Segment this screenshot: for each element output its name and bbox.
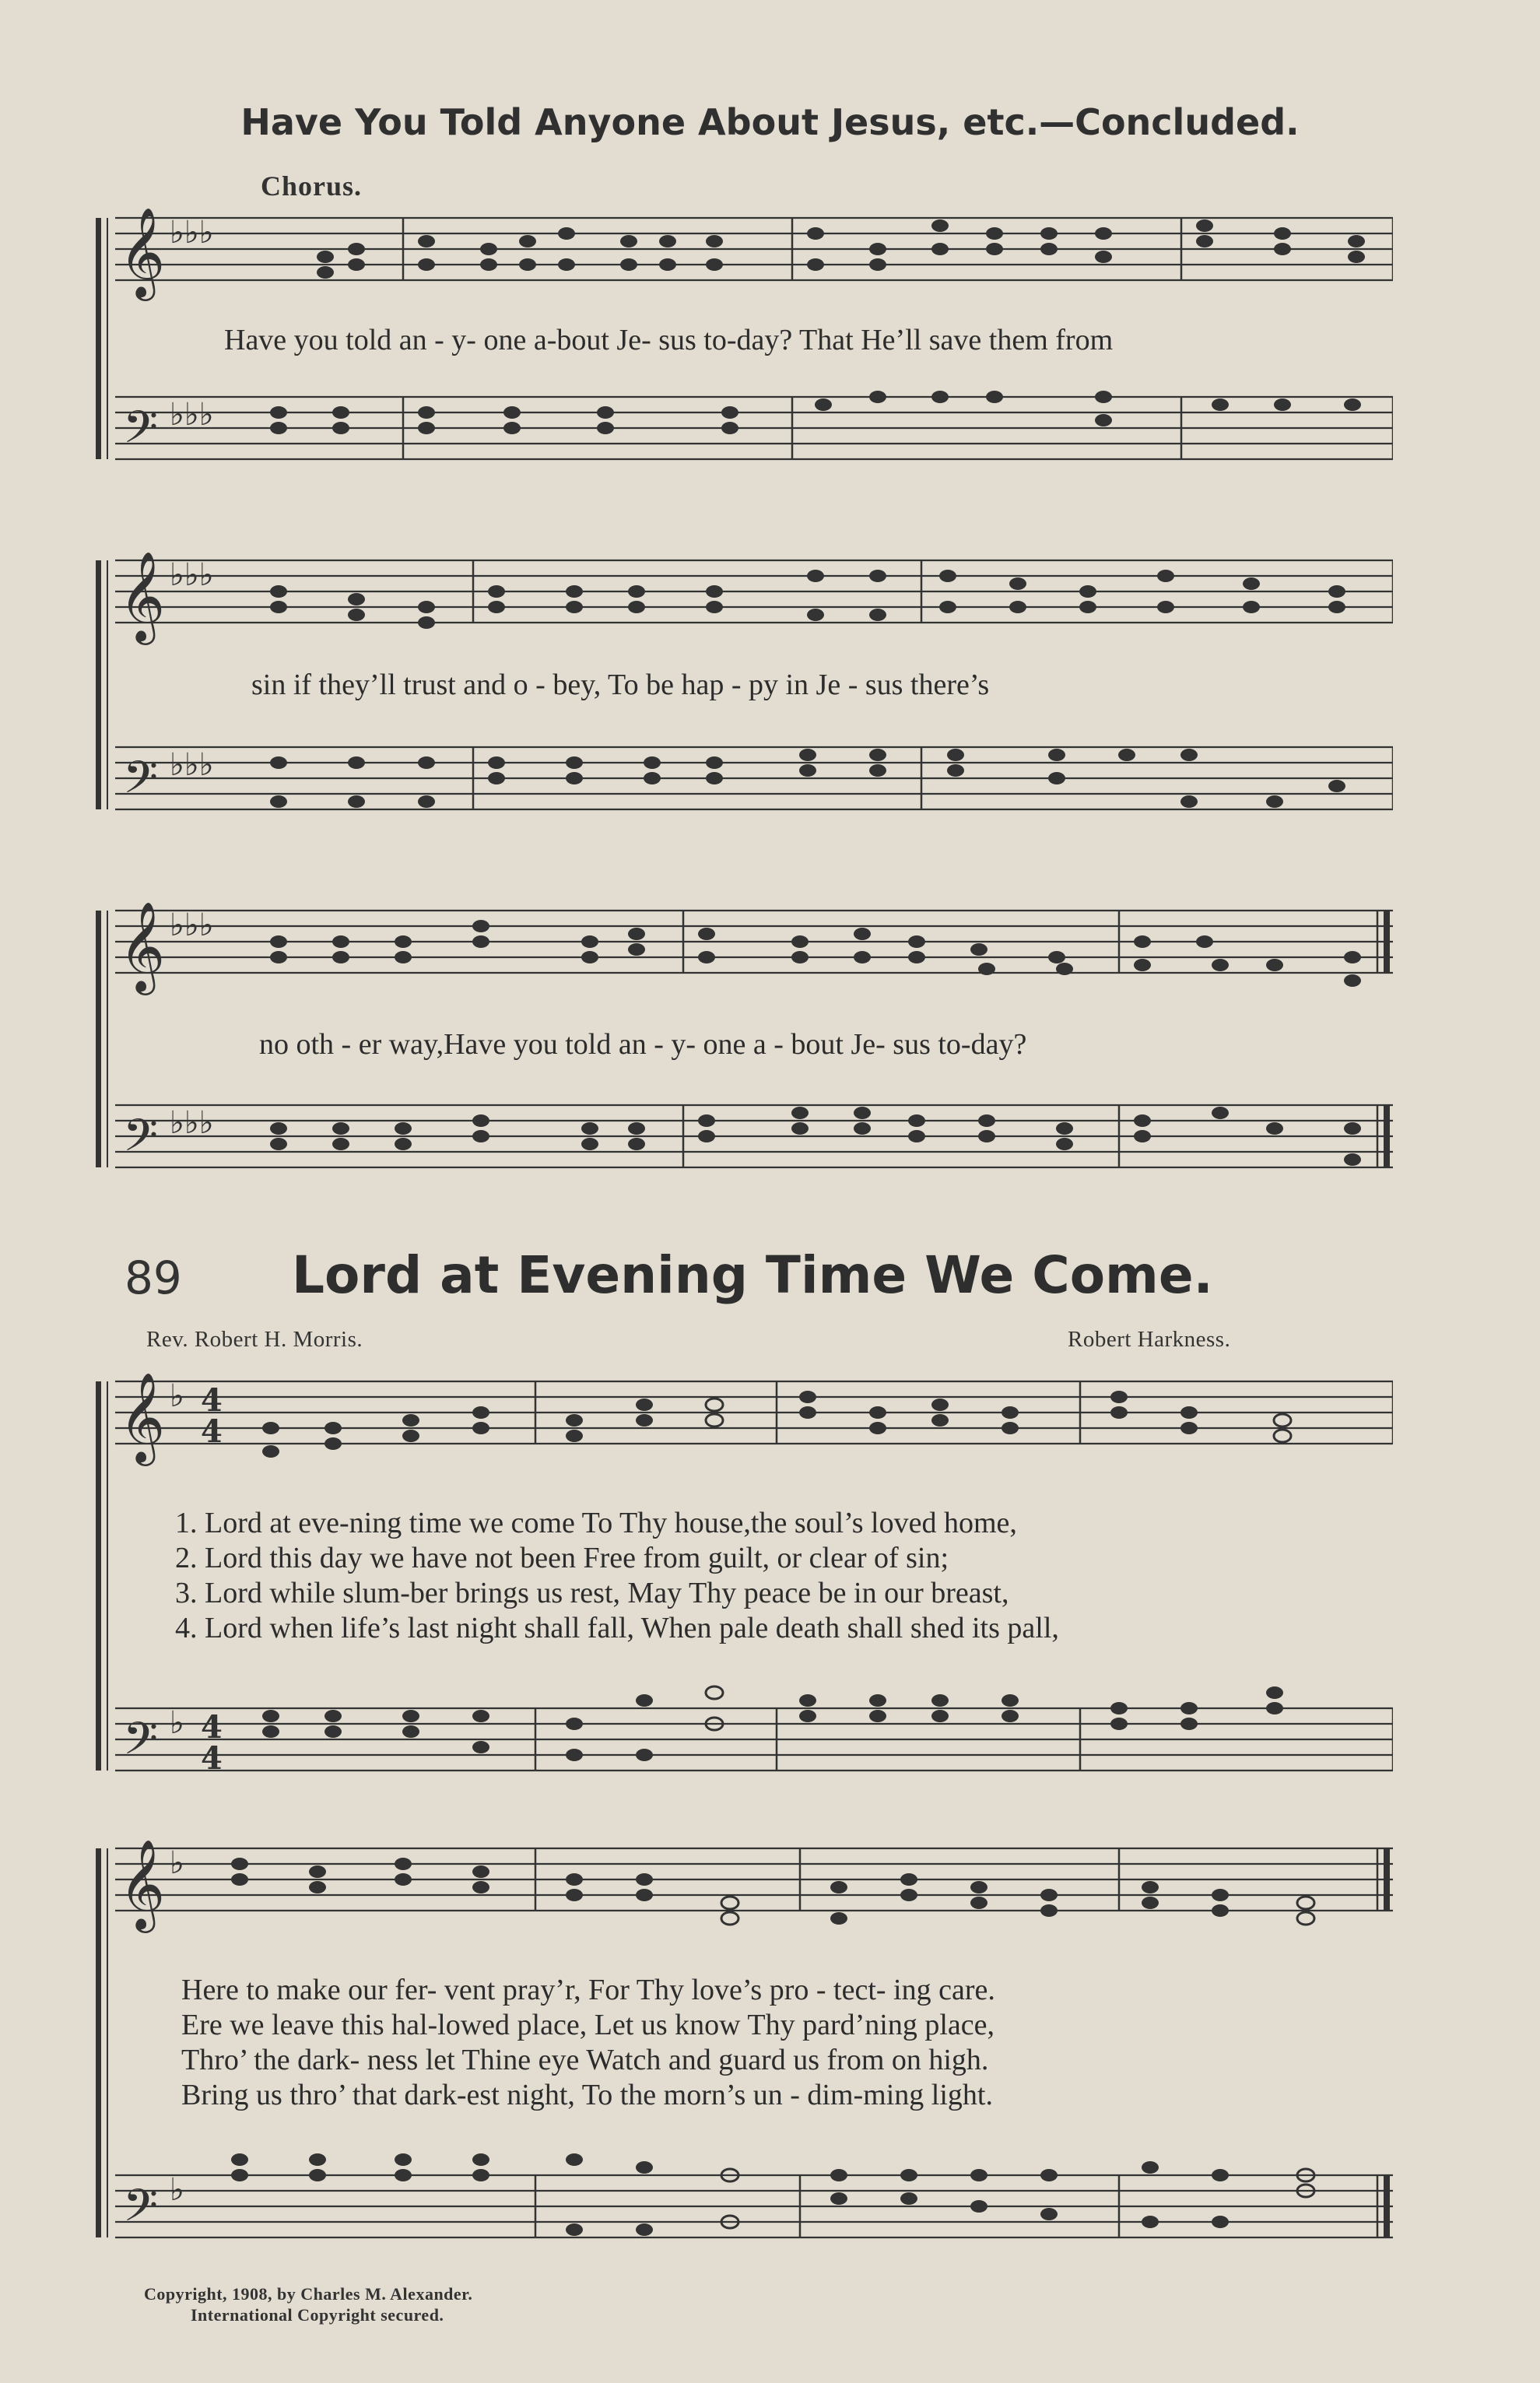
- svg-text:𝄢: 𝄢: [123, 2179, 159, 2243]
- music-system-3: [92, 895, 1393, 1222]
- verse-1-line-2: Here to make our fer- vent pray’r, For Thy love’s pro - tect- ing care.: [181, 1974, 995, 2006]
- svg-text:♭♭♭: ♭♭♭: [170, 397, 214, 433]
- verse-3-line-1: 3. Lord while slum-ber brings us rest, May Thy peace be in our breast,: [175, 1577, 1009, 1609]
- svg-text:4: 4: [201, 1382, 223, 1419]
- svg-text:𝄢: 𝄢: [123, 1109, 159, 1173]
- chorus-lyric-line-1: Have you told an - y- one a-bout Je- sus to-day? That He’ll save them from: [224, 324, 1114, 356]
- chorus-lyric-line-2: sin if they’ll trust and o - bey, To be hap - py in Je - sus there’s: [251, 669, 990, 701]
- page-header-title: Have You Told Anyone About Jesus, etc.—Concluded.: [240, 101, 1300, 143]
- svg-text:𝄢: 𝄢: [123, 1712, 159, 1776]
- chorus-lyric-line-3: no oth - er way,Have you told an - y- one a - bout Je- sus to-day?: [259, 1028, 1027, 1061]
- music-system-5: [92, 1833, 1393, 2269]
- music-system-2: [92, 545, 1393, 856]
- svg-text:𝄢: 𝄢: [123, 401, 159, 465]
- svg-text:♭♭♭: ♭♭♭: [170, 215, 214, 251]
- svg-text:4: 4: [201, 1740, 223, 1777]
- svg-text:𝄞: 𝄞: [119, 900, 166, 991]
- hymn-author: Rev. Robert H. Morris.: [146, 1327, 363, 1352]
- svg-text:♭: ♭: [170, 1378, 184, 1414]
- svg-text:♭♭♭: ♭♭♭: [170, 1105, 214, 1141]
- copyright-line-2: International Copyright secured.: [191, 2305, 444, 2325]
- svg-text:𝄞: 𝄞: [119, 1371, 166, 1462]
- svg-text:𝄞: 𝄞: [119, 1838, 166, 1929]
- verse-1-line-1: 1. Lord at eve-ning time we come To Thy house,the soul’s loved home,: [175, 1507, 1017, 1539]
- hymn-number: 89: [125, 1251, 182, 1304]
- verse-2-line-1: 2. Lord this day we have not been Free from guilt, or clear of sin;: [175, 1542, 949, 1574]
- svg-text:♭: ♭: [170, 1845, 184, 1881]
- hymn-composer: Robert Harkness.: [1068, 1327, 1231, 1352]
- svg-text:♭♭♭: ♭♭♭: [170, 907, 214, 943]
- svg-text:♭: ♭: [170, 2172, 184, 2208]
- verse-4-line-2: Bring us thro’ that dark-est night, To the morn’s un - dim-ming light.: [181, 2079, 993, 2111]
- verse-3-line-2: Thro’ the dark- ness let Thine eye Watch and guard us from on high.: [181, 2044, 989, 2076]
- verse-2-line-2: Ere we leave this hal-lowed place, Let us know Thy pard’ning place,: [181, 2009, 995, 2041]
- svg-text:4: 4: [201, 1413, 223, 1450]
- music-system-1: [92, 195, 1393, 506]
- hymn-title: Lord at Evening Time We Come.: [292, 1245, 1213, 1305]
- verse-4-line-1: 4. Lord when life’s last night shall fall, When pale death shall shed its pall,: [175, 1612, 1059, 1644]
- svg-text:♭: ♭: [170, 1705, 184, 1741]
- svg-text:4: 4: [201, 1709, 223, 1746]
- copyright-line-1: Copyright, 1908, by Charles M. Alexander.: [144, 2284, 473, 2304]
- svg-text:𝄢: 𝄢: [123, 751, 159, 815]
- chorus-label: Chorus.: [261, 170, 363, 202]
- svg-text:♭♭♭: ♭♭♭: [170, 557, 214, 593]
- music-system-4: [92, 1366, 1393, 1802]
- svg-text:𝄞: 𝄞: [119, 550, 166, 641]
- svg-text:♭♭♭: ♭♭♭: [170, 747, 214, 783]
- svg-text:𝄞: 𝄞: [119, 206, 166, 297]
